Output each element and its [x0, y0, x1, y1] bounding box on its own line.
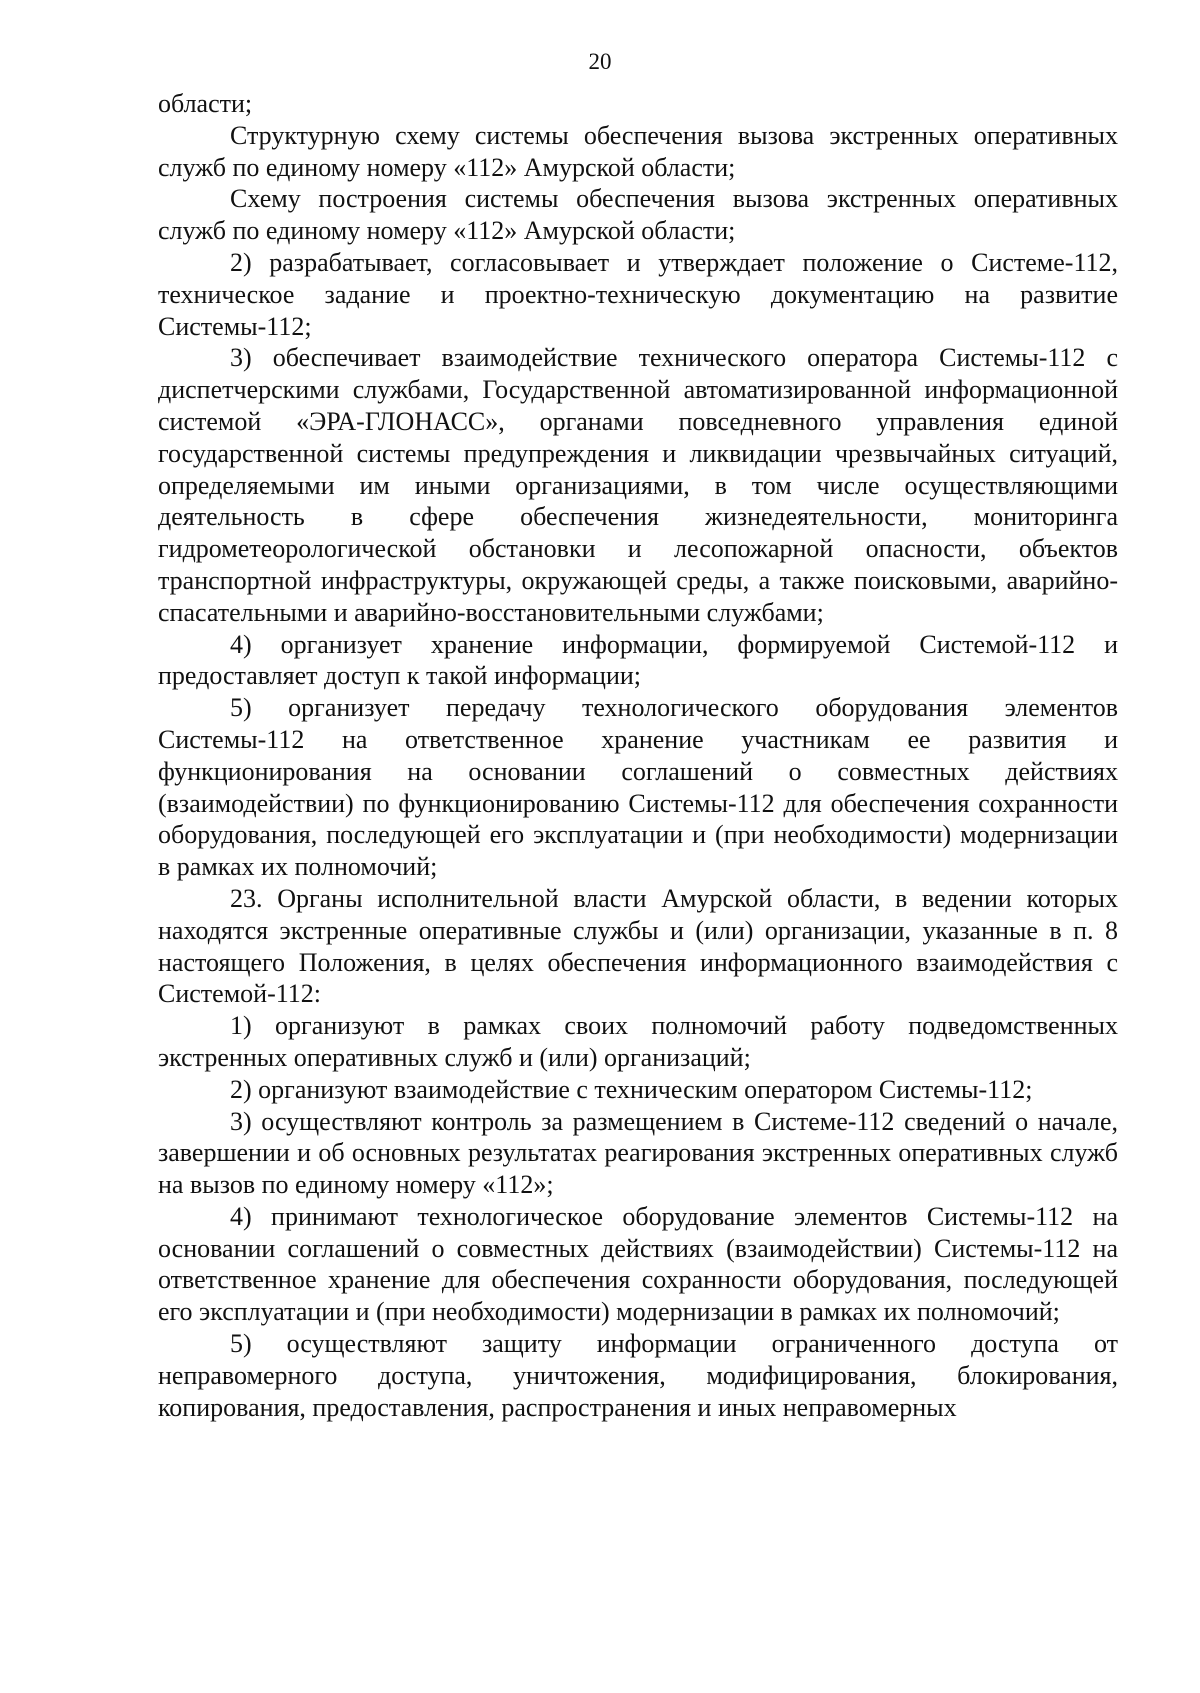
- paragraph-section-23: 23. Органы исполнительной власти Амурской области, в ведении которых находятся экстренные оперативные службы и (или) организации, указанные в п. 8 настоящего Положения, в целях обеспечения информационного взаимодействия с Системой-112:: [158, 883, 1118, 1009]
- page-number: 20: [588, 49, 612, 74]
- paragraph-23-item-3: 3) осуществляют контроль за размещением в Системе-112 сведений о начале, завершении и об основных результатах реагирования экстренных оперативных служб на вызов по единому номеру «112»;: [158, 1106, 1118, 1200]
- paragraph-23-item-4: 4) принимают технологическое оборудование элементов Системы-112 на основании соглашений о совместных действиях (взаимодействии) Системы-112 на ответственное хранение для обеспечения сохранности оборудования, последующей его эксплуатации и (при необходимости) модернизации в рамках их полномочий;: [158, 1201, 1118, 1327]
- paragraph-item-4-storage: 4) организует хранение информации, формируемой Системой-112 и предоставляет доступ к такой информации;: [158, 629, 1118, 691]
- paragraph-23-item-1: 1) организуют в рамках своих полномочий работу подведомственных экстренных оперативных служб и (или) организаций;: [158, 1011, 1118, 1072]
- paragraph-23-item-2: 2) организуют взаимодействие с техническим оператором Системы-112;: [230, 1074, 1033, 1104]
- paragraph-23-item-5: 5) осуществляют защиту информации ограниченного доступа от неправомерного доступа, уничтожения, модифицирования, блокирования, копирования, предоставления, распространения и иных неправомерных: [158, 1329, 1118, 1422]
- paragraph-item-5-transfer: 5) организует передачу технологического оборудования элементов Системы-112 на ответственное хранение участникам ее развития и функционирования на основании соглашений о совместных действиях (взаимодействии) по функционированию Системы-112 для обеспечения сохранности оборудования, последующей его эксплуатации и (при необходимости) модернизации в рамках их полномочий;: [158, 693, 1118, 882]
- paragraph-continuation: области;: [158, 89, 253, 118]
- paragraph-structural-scheme: Структурную схему системы обеспечения вызова экстренных оперативных служб по единому номеру «112» Амурской области;: [158, 120, 1118, 182]
- paragraph-item-3-interaction: 3) обеспечивает взаимодействие технического оператора Системы-112 с диспетчерскими службами, Государственной автоматизированной информационной системой «ЭРА-ГЛОНАСС», органами повседневного управления единой государственной системы предупреждения и ликвидации чрезвычайных ситуаций, определяемыми им иными организациями, в том числе осуществляющими деятельность в сфере обеспечения жизнедеятельности, мониторинга гидрометеорологической обстановки и лесопожарной опасности, объектов транспортной инфраструктуры, окружающей среды, а также поисковыми, аварийно-спасательными и аварийно-восстановительными службами;: [158, 343, 1118, 627]
- paragraph-construction-scheme: Схему построения системы обеспечения вызова экстренных оперативных служб по единому номеру «112» Амурской области;: [158, 184, 1118, 246]
- paragraph-item-2-develops: 2) разрабатывает, согласовывает и утверждает положение о Системе-112, техническое задание и проектно-техническую документацию на развитие Системы-112;: [158, 247, 1118, 341]
- document-body: [158, 88, 1118, 1423]
